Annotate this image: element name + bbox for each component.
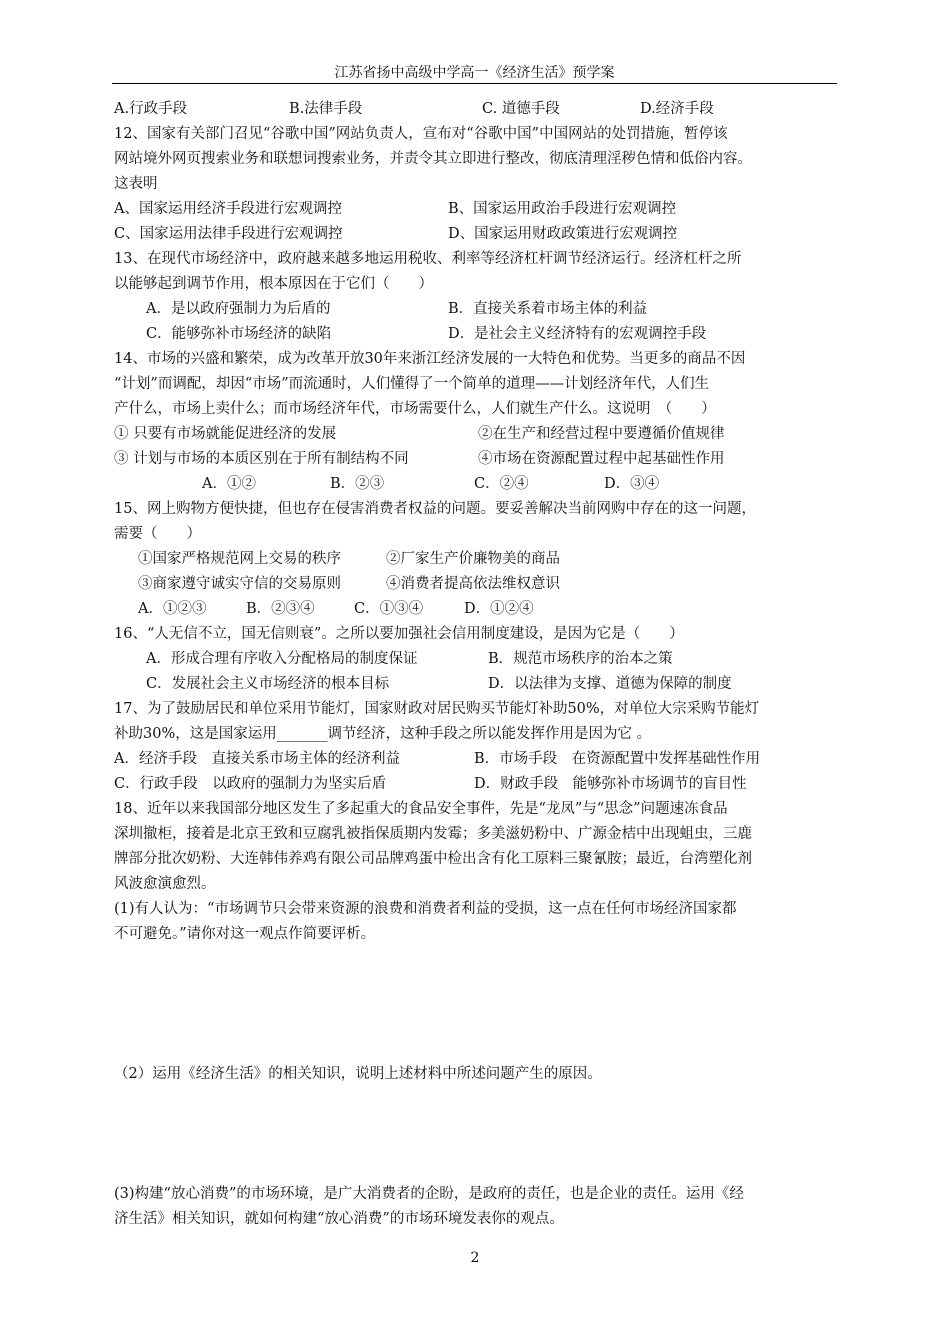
q14-options-row (114, 472, 840, 497)
q15-item-1: ①国家严格规范网上交易的秩序 (138, 551, 341, 567)
q16-option-a: A．形成合理有序收入分配格局的制度保证 (146, 651, 418, 667)
q17-options-row (114, 747, 840, 772)
q16-stem: 16、“人无信不立，国无信则衰”。之所以要加强社会信用制度建设，是因为它是（ ） (114, 626, 684, 642)
answer-space (114, 947, 840, 1062)
q18-sub1-line: (1)有人认为：“市场调节只会带来资源的浪费和消费者利益的受损，这一点在任何市场经济国家都 (114, 901, 737, 917)
q15-item-2: ②厂家生产价廉物美的商品 (386, 551, 560, 567)
q14-item-1: ① 只要有市场就能促进经济的发展 (114, 426, 337, 442)
q18-stem-line: 深圳撤柜，接着是北京王致和豆腐乳被指保质期内发霉；多美滋奶粉中、广源金桔中出现蛆虫，三鹿 (114, 826, 752, 842)
q14-option-c: C．②④ (474, 476, 529, 492)
q13-option-a: A．是以政府强制力为后盾的 (146, 301, 331, 317)
q11-option-d: D.经济手段 (640, 101, 714, 117)
q11-option-a: A.行政手段 (114, 101, 188, 117)
q13-stem-line: 13、在现代市场经济中，政府越来越多地运用税收、利率等经济杠杆调节经济运行。经济杠杆之所 (114, 251, 742, 267)
q12-option-b: B、国家运用政治手段进行宏观调控 (448, 201, 677, 217)
q12-option-c: C、国家运用法律手段进行宏观调控 (114, 226, 343, 242)
q13-options-row (114, 297, 840, 322)
q15-option-b: B．②③④ (246, 601, 315, 617)
q15-item-3: ③商家遵守诚实守信的交易原则 (138, 576, 341, 592)
q15-options-row (114, 597, 840, 622)
q12-option-d: D、国家运用财政政策进行宏观调控 (448, 226, 678, 242)
q13-options-row (114, 322, 840, 347)
q14-stem-line: “计划”而调配，却因“市场”而流通时，人们懂得了一个简单的道理——计划经济年代，人们生 (114, 376, 710, 392)
q16-option-c: C．发展社会主义市场经济的根本目标 (146, 676, 390, 692)
q11-option-c: C. 道德手段 (482, 101, 560, 117)
q14-items-row (114, 422, 840, 447)
q18-sub3-line: (3)构建“放心消费”的市场环境，是广大消费者的企盼，是政府的责任，也是企业的责任。运用《经 (114, 1186, 744, 1202)
q17-option-a: A．经济手段 直接关系市场主体的经济利益 (114, 751, 400, 767)
q11-options (114, 97, 840, 122)
page-number: 2 (470, 1250, 480, 1266)
q13-option-d: D．是社会主义经济特有的宏观调控手段 (448, 326, 707, 342)
q12-options-row (114, 197, 840, 222)
q14-items-row (114, 447, 840, 472)
q12-stem-line: 12、国家有关部门召见“谷歌中国”网站负责人，宣布对“谷歌中国”中国网站的处罚措施，暂停该 (114, 126, 728, 142)
q12-options-row (114, 222, 840, 247)
q17-option-c: C．行政手段 以政府的强制力为坚实后盾 (114, 776, 387, 792)
q17-option-b: B．市场手段 在资源配置中发挥基础性作用 (474, 751, 761, 767)
q15-items-row (114, 547, 840, 572)
q18-sub3-line: 济生活》相关知识，就如何构建“放心消费”的市场环境发表你的观点。 (114, 1211, 564, 1227)
q14-stem-line: 产什么，市场上卖什么；而市场经济年代，市场需要什么，人们就生产什么。这说明 （ ） (114, 401, 716, 417)
q14-stem-line: 14、市场的兴盛和繁荣，成为改革开放30年来浙江经济发展的一大特色和优势。当更多的商品不因 (114, 351, 746, 367)
q12-stem-line: 网站境外网页搜索业务和联想词搜索业务，并责令其立即进行整改，彻底清理淫秽色情和低俗内容。 (114, 151, 752, 167)
q14-item-2: ②在生产和经营过程中要遵循价值规律 (478, 426, 725, 442)
q16-options-row (114, 647, 840, 672)
q12-option-a: A、国家运用经济手段进行宏观调控 (114, 201, 342, 217)
q14-item-3: ③ 计划与市场的本质区别在于所有制结构不同 (114, 451, 409, 467)
q13-option-c: C．能够弥补市场经济的缺陷 (146, 326, 332, 342)
q12-stem-line: 这表明 (114, 176, 158, 192)
q17-options-row (114, 772, 840, 797)
answer-space (114, 1087, 840, 1182)
q13-stem-line: 以能够起到调节作用，根本原因在于它们（ ） (114, 276, 433, 292)
q18-stem-line: 风波愈演愈烈。 (114, 876, 216, 892)
q11-option-b: B.法律手段 (289, 101, 363, 117)
q14-option-b: B．②③ (330, 476, 385, 492)
q16-option-b: B．规范市场秩序的治本之策 (488, 651, 673, 667)
q15-option-d: D．①②④ (464, 601, 534, 617)
q16-options-row (114, 672, 840, 697)
q15-option-c: C．①③④ (354, 601, 424, 617)
q15-stem-line: 15、网上购物方便快捷，但也存在侵害消费者权益的问题。要妥善解决当前网购中存在的这一问题， (114, 501, 756, 517)
q18-stem-line: 牌部分批次奶粉、大连韩伟养鸡有限公司品牌鸡蛋中检出含有化工原料三聚氰胺；最近，台湾塑化剂 (114, 851, 752, 867)
q16-option-d: D．以法律为支撑、道德为保障的制度 (488, 676, 732, 692)
q18-sub2: （2）运用《经济生活》的相关知识，说明上述材料中所述问题产生的原因。 (114, 1066, 602, 1082)
q13-option-b: B．直接关系着市场主体的利益 (448, 301, 648, 317)
q17-option-d: D．财政手段 能够弥补市场调节的盲目性 (474, 776, 747, 792)
q15-item-4: ④消费者提高依法维权意识 (386, 576, 560, 592)
q18-stem-line: 18、近年以来我国部分地区发生了多起重大的食品安全事件，先是“龙凤”与“思念”问题速冻食品 (114, 801, 728, 817)
question-content (114, 97, 840, 1232)
q17-stem-line: 补助30%，这是国家运用_______调节经济，这种手段之所以能发挥作用是因为它 。 (114, 726, 652, 742)
q15-items-row (114, 572, 840, 597)
q14-item-4: ④市场在资源配置过程中起基础性作用 (478, 451, 725, 467)
q14-option-a: A．①② (202, 476, 256, 492)
q15-option-a: A．①②③ (138, 601, 207, 617)
header-rule (112, 83, 837, 84)
q17-stem-line: 17、为了鼓励居民和单位采用节能灯，国家财政对居民购买节能灯补助50%，对单位大宗采购节能灯 (114, 701, 760, 717)
q18-sub1-line: 不可避免。”请你对这一观点作简要评析。 (114, 926, 376, 942)
page-header: 江苏省扬中高级中学高一《经济生活》预学案 (334, 65, 615, 81)
q15-stem-line: 需要（ ） (114, 526, 201, 542)
q14-option-d: D．③④ (604, 476, 660, 492)
